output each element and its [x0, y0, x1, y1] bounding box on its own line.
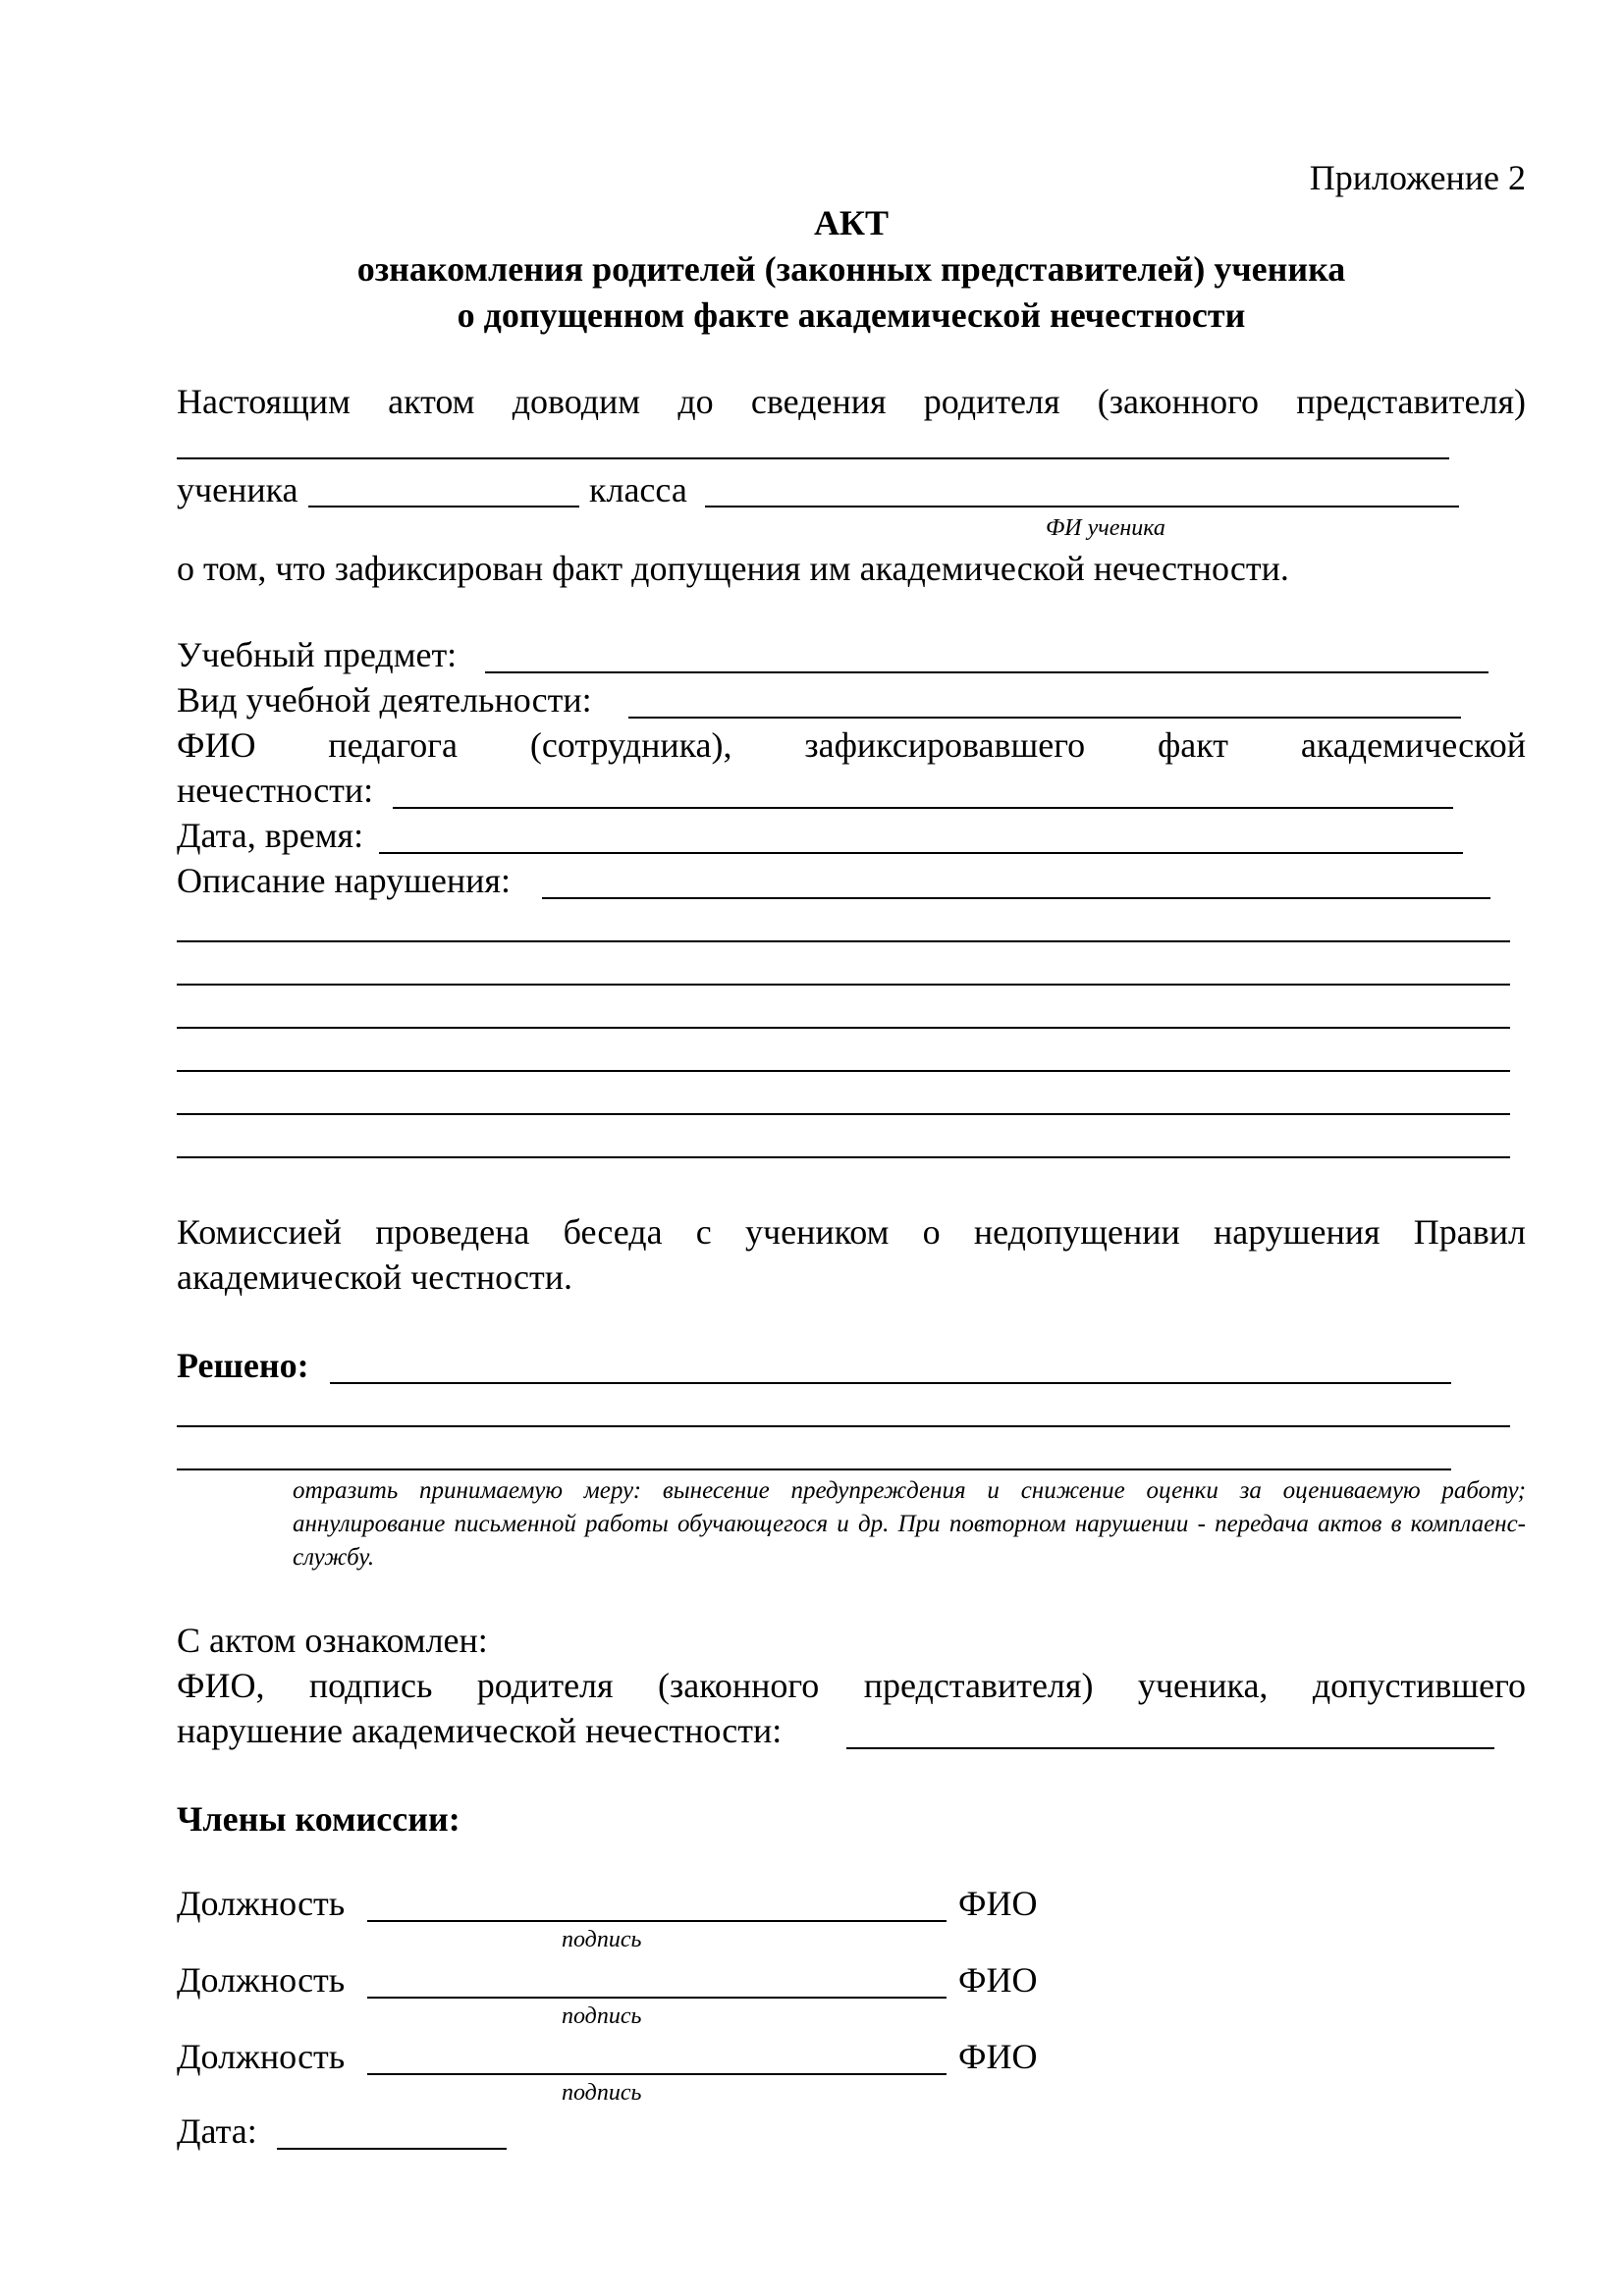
member-position-label: Должность [177, 1960, 346, 2000]
member-position-label: Должность [177, 1884, 346, 1923]
signature-caption: подпись [562, 2080, 642, 2106]
subject-label: Учебный предмет: [177, 635, 458, 674]
intro-line-3: о том, что зафиксирован факт допущения им академической нечестности. [177, 549, 1289, 588]
violation-label: Описание нарушения: [177, 861, 511, 900]
member-fio-label: ФИО [958, 1960, 1038, 2000]
acknowledgement-line-2: ФИО, подпись родителя (законного представителя) ученика, допустившего [177, 1666, 1526, 1705]
teacher-label-line-2: нечестности: [177, 771, 374, 810]
violation-line[interactable] [177, 940, 1510, 942]
appendix-label: Приложение 2 [1309, 158, 1526, 197]
activity-field[interactable] [628, 717, 1461, 719]
parent-signature-field[interactable] [846, 1747, 1494, 1749]
intro-line-1: Настоящим актом доводим до сведения родителя (законного представителя) [177, 382, 1526, 421]
violation-line[interactable] [177, 1156, 1510, 1158]
member-signature-field[interactable] [367, 2073, 947, 2075]
student-label: ученика [177, 470, 298, 509]
member-position-label: Должность [177, 2037, 346, 2076]
document-subtitle-1: ознакомления родителей (законных представителей) ученика [356, 249, 1346, 289]
class-label: класса [589, 470, 687, 509]
teacher-label-line-1: ФИО педагога (сотрудника), зафиксировавшего факт академической [177, 725, 1526, 765]
violation-line[interactable] [177, 1027, 1510, 1029]
activity-label: Вид учебной деятельности: [177, 680, 592, 720]
subject-field[interactable] [485, 671, 1489, 673]
member-fio-label: ФИО [958, 1884, 1038, 1923]
decision-label: Решено: [177, 1346, 309, 1385]
decision-field[interactable] [330, 1382, 1451, 1384]
acknowledgement-line-3: нарушение академической нечестности: [177, 1711, 783, 1750]
signature-caption: подпись [562, 1927, 642, 1952]
student-field[interactable] [308, 506, 579, 507]
member-signature-field[interactable] [367, 1997, 947, 1999]
class-field[interactable] [705, 506, 1459, 507]
document-subtitle-2: о допущенном факте академической нечестности [457, 295, 1246, 335]
member-fio-label: ФИО [958, 2037, 1038, 2076]
member-signature-field[interactable] [367, 1920, 947, 1922]
violation-line[interactable] [177, 984, 1510, 986]
parent-name-field[interactable] [177, 457, 1449, 459]
student-name-caption: ФИ ученика [1046, 515, 1165, 541]
decision-line[interactable] [177, 1425, 1510, 1427]
violation-line[interactable] [177, 1113, 1510, 1115]
violation-field[interactable] [542, 897, 1490, 899]
commission-talk-line-1: Комиссией проведена беседа с учеником о недопущении нарушения Правил [177, 1212, 1526, 1252]
teacher-field[interactable] [393, 807, 1453, 809]
decision-note: отразить принимаемую меру: вынесение предупреждения и снижение оценки за оцениваемую работу; аннулирование письменной работы обучающегося и др. При повторном нарушении - передача актов в комплаенс-службу. [293, 1477, 1526, 1571]
date-field[interactable] [277, 2148, 507, 2150]
acknowledged-label: С актом ознакомлен: [177, 1621, 488, 1660]
datetime-field[interactable] [379, 852, 1463, 854]
commission-talk-line-2: академической честности. [177, 1257, 572, 1297]
datetime-label: Дата, время: [177, 816, 364, 855]
signature-caption: подпись [562, 2003, 642, 2029]
date-label: Дата: [177, 2111, 257, 2151]
document-title: АКТ [813, 203, 890, 242]
violation-line[interactable] [177, 1070, 1510, 1072]
decision-line[interactable] [177, 1468, 1451, 1470]
commission-members-heading: Члены комиссии: [177, 1799, 460, 1839]
